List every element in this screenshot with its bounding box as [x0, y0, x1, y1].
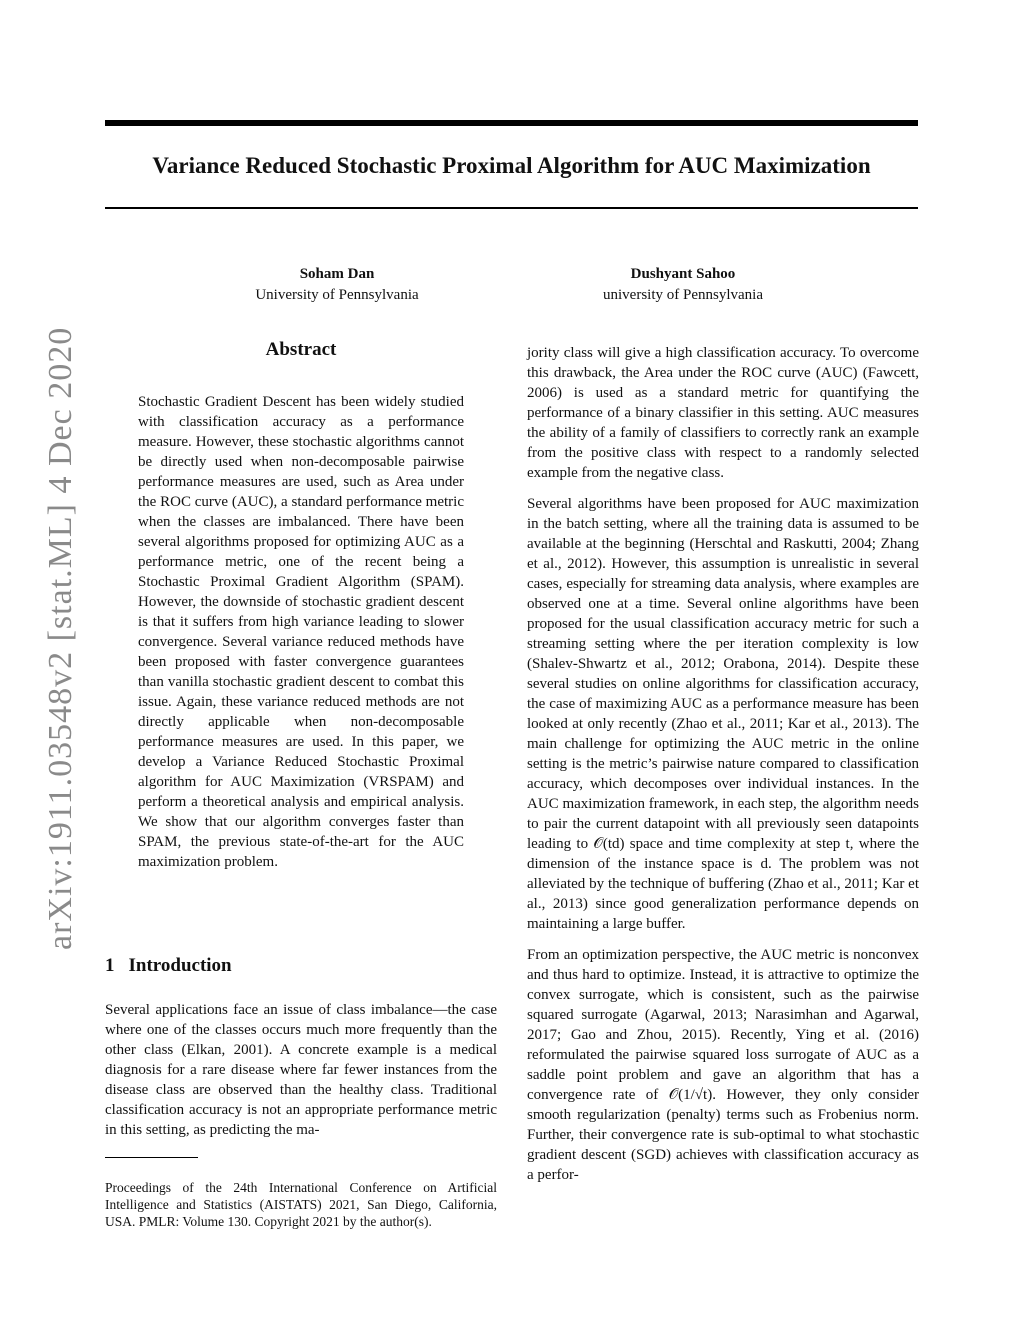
section-number: 1 [105, 955, 115, 976]
author-affiliation: university of Pennsylvania [603, 287, 763, 303]
footnote-rule [105, 1157, 198, 1158]
right-column [527, 343, 919, 1196]
author-name: Dushyant Sahoo [630, 266, 736, 282]
author-affiliation: University of Pennsylvania [255, 287, 419, 303]
intro-paragraph: Several applications face an issue of class imbalance—the case where one of the classes occurs much more frequently than the other class (Elkan, 2001). A concrete example is a medical diagnosis for a rare disease where far fewer instances from the disease class are observed than the healthy class. Traditional classification accuracy is not an appropriate performance metric in this setting, as predicting the ma- [105, 1002, 497, 1138]
abstract-body: Stochastic Gradient Descent has been widely studied with classification accuracy as a performance measure. However, these stochastic algorithms cannot be directly used when non-decomposable pairwise performance measures are used, such as Area under the ROC curve (AUC), a standard performance metric when the classes are imbalanced. There have been several algorithms proposed for optimizing AUC as a performance metric, one of the recent being a Stochastic Proximal Gradient Algorithm (SPAM). However, the downside of stochastic gradient descent is that it suffers from high variance leading to slower convergence. Several variance reduced methods have been proposed with faster convergence guarantees than vanilla stochastic gradient descent to combat this issue. Again, these variance reduced methods are not directly applicable when non-decomposable performance measures are used. In this paper, we develop a Variance Reduced Stochastic Proximal algorithm for AUC Maximization (VRSPAM) and perform a theoretical analysis and empirical analysis. We show that our algorithm converges faster than SPAM, the previous state-of-the-art for the AUC maximization problem. [138, 394, 464, 870]
paragraph: From an optimization perspective, the AUC metric is nonconvex and thus hard to optimize. Instead, it is attractive to optimize the convex surrogate, which is consistent, such as the pairwise squared surrogate (Agarwal, 2013; Narasimhan and Agarwal, 2017; Gao and Zhou, 2015). Recently, Ying et al. (2016) reformulated the pairwise squared loss surrogate of AUC as a saddle point problem and gave an algorithm that has a convergence rate of 𝒪(1/√t). However, they only consider smooth regularization (penalty) terms such as Frobenius norm. Further, their convergence rate is sub-optimal to what stochastic gradient descent (SGD) achieves with classification accuracy as a perfor- [527, 947, 919, 1183]
section-heading [105, 955, 232, 977]
title-rule-bottom [105, 207, 918, 209]
title-rule-top [105, 120, 918, 126]
section-title: Introduction [128, 955, 232, 976]
author-block [533, 264, 833, 306]
author-block [187, 264, 487, 306]
paragraph: jority class will give a high classification accuracy. To overcome this drawback, the Area under the ROC curve (AUC) (Fawcett, 2006) is used as a standard metric for quantifying the performance of a binary classifier in this setting. AUC measures the ability of a family of classifiers to correctly rank an example from the positive class with respect to a randomly selected example from the negative class. [527, 345, 919, 481]
paper-title: Variance Reduced Stochastic Proximal Algorithm for AUC Maximization [152, 153, 871, 178]
abstract-heading: Abstract [265, 339, 337, 360]
footnote: Proceedings of the 24th International Conference on Artificial Intelligence and Statistics (AISTATS) 2021, San Diego, California, USA. PMLR: Volume 130. Copyright 2021 by the author(s). [105, 1180, 497, 1229]
author-name: Soham Dan [299, 266, 375, 282]
paragraph: Several algorithms have been proposed for AUC maximization in the batch setting, where all the training data is assumed to be available at the beginning (Herschtal and Raskutti, 2004; Zhang et al., 2012). However, this assumption is unrealistic in several cases, especially for streaming data analysis, where examples are observed one at a time. Several online algorithms have been proposed for the usual classification accuracy metric for such a streaming setting where the per iteration complexity is low (Shalev-Shwartz et al., 2012; Orabona, 2014). Despite these several studies on online algorithms for classification accuracy, the case of maximizing AUC as a performance measure has been looked at only recently (Zhao et al., 2011; Kar et al., 2013). The main challenge for optimizing the AUC metric in the online setting is the metric’s pairwise nature compared to classification accuracy, which decomposes over individual instances. In the AUC maximization framework, in each step, the algorithm needs to pair the current datapoint with all previously seen datapoints leading to 𝒪(td) space and time complexity at step t, where the dimension of the instance space is d. The problem was not alleviated by the technique of buffering (Zhao et al., 2011; Kar et al., 2013) since good generalization performance depends on maintaining a large buffer. [527, 496, 919, 932]
arxiv-stamp: arXiv:1911.03548v2 [stat.ML] 4 Dec 2020 [42, 326, 79, 950]
